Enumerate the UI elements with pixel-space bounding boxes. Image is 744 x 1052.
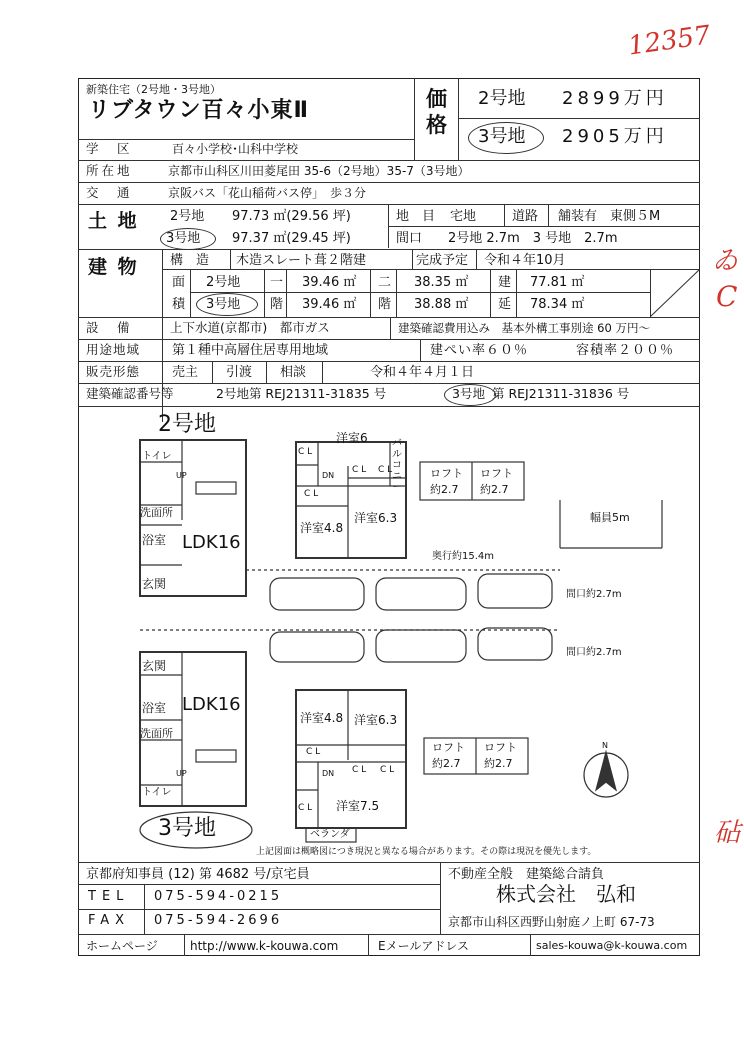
maguchi-label: 間口 [396, 231, 423, 246]
floor1-3: 39.46 ㎡ [302, 297, 357, 312]
north-label: N [602, 741, 608, 750]
b3-lot: 3号地 [206, 297, 241, 312]
company-address: 京都市山科区西野山射庭ノ上町 67-73 [448, 915, 655, 929]
school-label: 学 区 [86, 141, 133, 156]
cert-lot3: 3号地 [452, 386, 485, 401]
loft-size: 約2.7 [430, 483, 459, 496]
transport-label: 交 通 [86, 185, 133, 200]
land-2-lot: 2号地 [170, 209, 205, 224]
loft-label: ロフト [480, 467, 513, 480]
closet-label: C L [352, 465, 367, 475]
loft-label: ロフト [484, 741, 517, 754]
homepage-link[interactable]: http://www.k-kouwa.com [190, 939, 339, 953]
western63-label: 洋室6.3 [354, 511, 398, 525]
depth-label: 奥行約15.4m [432, 551, 495, 562]
address-value: 京都市山科区川田菱尾田 35-6（2号地）35-7（3号地） [168, 164, 470, 178]
completion-label: 完成予定 [416, 253, 469, 268]
sales-1: 売主 [172, 365, 199, 380]
land-label: 土 地 [88, 210, 139, 232]
closet-label: C L [378, 465, 393, 475]
cert-label: 建築確認番号等 [86, 386, 174, 401]
bath-label: 浴室 [142, 701, 167, 715]
ken-value: 77.81 ㎡ [530, 275, 585, 290]
dn-label: DN [322, 769, 335, 778]
fax-label: FAX [88, 913, 131, 928]
western48-label: 洋室4.8 [300, 521, 344, 535]
up-label: UP [176, 471, 187, 480]
land-2-area: 97.73 ㎡(29.56 坪) [232, 209, 351, 224]
email-label: Eメールアドレス [378, 939, 469, 953]
handwritten-mark: C [716, 280, 738, 313]
loft-size: 約2.7 [432, 757, 461, 770]
far-value: 容積率２００％ [576, 343, 675, 358]
page-title: リブタウン百々小東Ⅱ [88, 98, 309, 123]
b2-lot: 2号地 [206, 275, 241, 290]
road-label: 道路 [512, 209, 539, 224]
school-value: 百々小学校･山科中学校 [172, 142, 299, 156]
transport-value: 京阪バス「花山稲荷バス停」 歩３分 [168, 186, 367, 200]
building-label: 建 物 [88, 256, 139, 278]
road-width-label: 幅員5m [590, 511, 630, 524]
floor2-3: 38.88 ㎡ [414, 297, 469, 312]
veranda-label: ベランダ [310, 829, 350, 840]
price-label: 価 格 [426, 87, 447, 137]
floor1-label: 一 [270, 275, 284, 290]
land-3-area: 97.37 ㎡(29.45 坪) [232, 231, 351, 246]
nobe-value: 78.34 ㎡ [530, 297, 585, 312]
email-link[interactable]: sales-kouwa@k-kouwa.com [536, 939, 688, 952]
closet-label: C L [304, 489, 319, 499]
completion-value: 令和４年10月 [484, 253, 566, 268]
price-3-lot: 3号地 [478, 126, 526, 147]
loft-size: 約2.7 [484, 757, 513, 770]
western48-label: 洋室4.8 [300, 711, 344, 725]
up-label: UP [176, 769, 187, 778]
western63-label: 洋室6.3 [354, 713, 398, 727]
toilet-label: トイレ [142, 787, 172, 798]
entrance-label: 玄関 [142, 659, 167, 673]
bath-label: 浴室 [142, 533, 167, 547]
washroom-label: 洗面所 [140, 727, 173, 740]
coverage-value: 建ぺい率６０％ [430, 343, 529, 358]
chimoku-label: 地 目 [396, 209, 436, 224]
loft-size: 約2.7 [480, 483, 509, 496]
floor1-2: 39.46 ㎡ [302, 275, 357, 290]
area-label-1: 面 [172, 275, 186, 290]
chimoku-value: 宅地 [450, 209, 477, 224]
closet-label: C L [380, 765, 395, 775]
address-label: 所在地 [86, 163, 133, 178]
closet-label: C L [352, 765, 367, 775]
handover-date: 令和４年４月１日 [370, 365, 475, 380]
loft-label: ロフト [432, 741, 465, 754]
entrance-label: 玄関 [142, 577, 167, 591]
area-label-2: 積 [172, 297, 186, 312]
western6-label: 洋室6 [336, 431, 368, 445]
road-value: 舗装有 東側５M [558, 209, 661, 224]
price-2-value: 2899万円 [562, 88, 668, 109]
closet-label: C L [298, 447, 313, 457]
company-name: 株式会社 弘和 [496, 882, 636, 906]
plan-notice: 上記図面は概略図につき現況と異なる場合があります。その際は現況を優先します。 [256, 847, 597, 857]
loft-label: ロフト [430, 467, 463, 480]
frontage-label: 間口約2.7m [566, 647, 622, 658]
homepage-label: ホームページ [86, 939, 158, 953]
zoning-label: 用途地域 [86, 342, 141, 357]
maguchi-value: 2号地 2.7m 3 号地 2.7m [448, 231, 618, 246]
equipment-value: 上下水道(京都市) 都市ガス [170, 320, 330, 335]
lot3-title: 3号地 [158, 816, 216, 841]
floor-kai2-label: 階 [378, 297, 392, 312]
nobe-label: 延 [498, 297, 512, 312]
frontage-label: 間口約2.7m [566, 589, 622, 600]
balcony-label: バルコニー [392, 438, 402, 493]
handwritten-mark: ゐ [712, 246, 739, 276]
license: 京都府知事員 (12) 第 4682 号/京宅員 [86, 867, 310, 882]
ken-label: 建 [498, 275, 512, 290]
sales-3: 相談 [280, 365, 307, 380]
equipment-note: 建築確認費用込み 基本外構工事別途 60 万円～ [398, 321, 650, 335]
western75-label: 洋室7.5 [336, 799, 380, 813]
floor2-2: 38.35 ㎡ [414, 275, 469, 290]
cert-value-2: 第 REJ21311-31836 号 [492, 386, 630, 401]
structure-label: 構 造 [170, 253, 210, 268]
floor-kai-label: 階 [270, 297, 284, 312]
sales-label: 販売形態 [86, 364, 141, 379]
equipment-label: 設 備 [86, 320, 133, 335]
closet-label: C L [306, 747, 321, 757]
dn-label: DN [322, 471, 335, 480]
strike-mark [650, 269, 700, 317]
handwritten-mark: 砧 [714, 818, 741, 848]
land-3-lot: 3号地 [166, 231, 201, 246]
structure-value: 木造スレート葺２階建 [236, 253, 367, 268]
price-2-lot: 2号地 [478, 88, 526, 109]
floor2-label: 二 [378, 275, 392, 290]
handwritten-ref-number: 12357 [626, 20, 713, 62]
ldk-label: LDK16 [182, 532, 241, 553]
closet-label: C L [298, 803, 313, 813]
fax-value: 075-594-2696 [154, 913, 283, 928]
toilet-label: トイレ [142, 451, 172, 462]
ldk-label: LDK16 [182, 694, 241, 715]
price-3-value: 2905万円 [562, 126, 668, 147]
lot2-title: 2号地 [158, 412, 216, 437]
sales-2: 引渡 [226, 365, 253, 380]
zoning-value: 第１種中高層住居専用地域 [172, 343, 329, 358]
tel-value: 075-594-0215 [154, 889, 283, 904]
cert-value-1: 2号地第 REJ21311-31835 号 [216, 386, 387, 401]
washroom-label: 洗面所 [140, 506, 173, 519]
subtitle: 新築住宅（2号地・3号地） [86, 83, 221, 96]
tel-label: TEL [88, 889, 130, 904]
business: 不動産全般 建築総合請負 [448, 867, 605, 882]
